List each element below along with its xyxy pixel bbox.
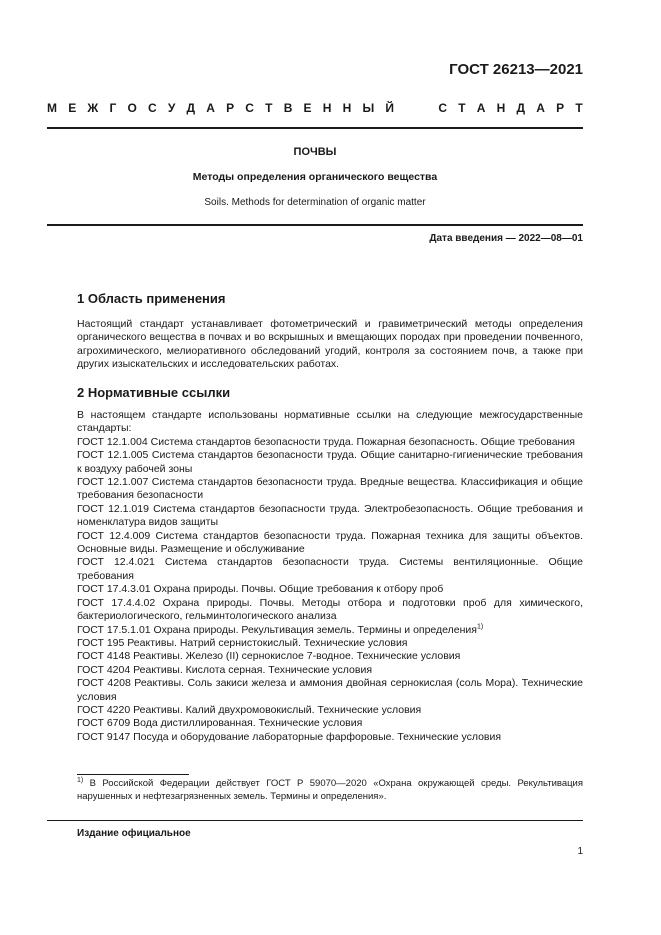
reference-entry	[77, 650, 583, 663]
reference-text: ГОСТ 12.4.021 Система стандартов безопасности труда. Системы вентиляционные. Общие требования	[77, 556, 583, 582]
banner-letter: А	[536, 101, 545, 115]
reference-text: ГОСТ 17.4.4.02 Охрана природы. Почвы. Методы отбора и подготовки проб для химического, бактериологического, гельминтологического анализа	[77, 596, 583, 623]
reference-text: ГОСТ 6709 Вода дистиллированная. Технические условия	[77, 717, 363, 730]
interstate-standard-banner	[47, 101, 583, 115]
banner-letter: Т	[575, 101, 583, 115]
banner-letter: Г	[109, 101, 117, 115]
reference-text: ГОСТ 12.1.007 Система стандартов безопасности труда. Вредные вещества. Классификация и общие требования безопасности	[77, 476, 583, 502]
references-intro: В настоящем стандарте использованы нормативные ссылки на следующие межгосударственные стандарты:	[77, 409, 583, 435]
section-1-body	[77, 318, 583, 372]
footnote	[77, 777, 583, 803]
reference-text: ГОСТ 12.4.009 Система стандартов безопасности труда. Пожарная техника для защиты объектов. Основные виды. Размещение и обслуживание	[77, 529, 583, 556]
reference-entry	[77, 583, 583, 596]
footer-rule	[47, 820, 583, 821]
reference-entry	[77, 717, 583, 730]
reference-entry	[77, 530, 583, 557]
banner-letter: А	[206, 101, 215, 115]
doc-title: ПОЧВЫ	[293, 146, 337, 158]
doc-title-english: Soils. Methods for determination of organic matter	[204, 197, 426, 208]
banner-letter: С	[438, 101, 448, 115]
banner-letter: Т	[265, 101, 273, 115]
banner-letter: Д	[516, 101, 526, 115]
reference-text: ГОСТ 4220 Реактивы. Калий двухромовокислый. Технические условия	[77, 703, 422, 716]
reference-entry	[77, 704, 583, 717]
banner-letter: М	[47, 101, 57, 115]
reference-entry	[77, 436, 583, 449]
banner-letter: С	[245, 101, 254, 115]
reference-entry	[77, 637, 583, 650]
introduction-date: Дата введения — 2022—08—01	[429, 233, 583, 244]
footnote-ref-marker: 1)	[476, 623, 484, 630]
reference-entry	[77, 624, 583, 637]
footnote-text: В Российской Федерации действует ГОСТ Р 59070—2020 «Охрана окружающей среды. Рекультивация нарушенных и нефтезагрязненных земель. Термины и определения».	[77, 778, 584, 802]
banner-gap	[405, 101, 427, 115]
banner-letter: Н	[496, 101, 506, 115]
reference-entry	[77, 449, 583, 476]
reference-entry	[77, 731, 583, 744]
header-rule-top	[47, 127, 583, 129]
banner-letter: А	[476, 101, 486, 115]
doc-subtitle: Методы определения органического вещества	[192, 171, 438, 183]
banner-letter: Ы	[362, 101, 375, 115]
banner-letter: Т	[458, 101, 466, 115]
reference-entry	[77, 476, 583, 503]
page-number: 1	[577, 846, 583, 857]
reference-text: ГОСТ 12.1.019 Система стандартов безопасности труда. Электробезопасность. Общие требования и номенклатура видов защиты	[77, 502, 583, 529]
banner-letter: У	[167, 101, 176, 115]
header-rule-bottom	[47, 224, 583, 226]
reference-text: ГОСТ 12.1.004 Система стандартов безопасности труда. Пожарная безопасность. Общие требования	[77, 435, 575, 448]
standard-code: ГОСТ 26213—2021	[449, 61, 583, 78]
reference-text: ГОСТ 17.5.1.01 Охрана природы. Рекультивация земель. Термины и определения	[77, 623, 477, 636]
reference-text: ГОСТ 4204 Реактивы. Кислота серная. Технические условия	[77, 663, 373, 676]
references-list	[77, 409, 583, 744]
reference-text: ГОСТ 4148 Реактивы. Железо (II) сернокислое 7-водное. Технические условия	[77, 650, 461, 663]
footnote-rule	[77, 774, 189, 775]
banner-letter: Е	[68, 101, 77, 115]
reference-text: ГОСТ 195 Реактивы. Натрий сернистокислый. Технические условия	[77, 636, 408, 649]
banner-letter: О	[127, 101, 137, 115]
banner-letter: Д	[186, 101, 196, 115]
reference-text: ГОСТ 4208 Реактивы. Соль закиси железа и аммония двойная сернокислая (соль Мора). Технические условия	[77, 677, 583, 703]
reference-text: ГОСТ 9147 Посуда и оборудование лабораторные фарфоровые. Технические условия	[77, 730, 502, 743]
reference-entry	[77, 664, 583, 677]
banner-letter: Е	[303, 101, 312, 115]
reference-entry	[77, 556, 583, 583]
banner-letter: В	[283, 101, 293, 115]
reference-entry	[77, 677, 583, 704]
section-1-heading: 1 Область применения	[77, 291, 226, 306]
reference-text: ГОСТ 12.1.005 Система стандартов безопасности труда. Общие санитарно-гигиенические требования к воздуху рабочей зоны	[77, 449, 583, 475]
banner-letter: Н	[322, 101, 332, 115]
edition-label: Издание официальное	[77, 828, 191, 839]
banner-letter: С	[147, 101, 157, 115]
banner-letter: Р	[226, 101, 235, 115]
section-1-text: Настоящий стандарт устанавливает фотометрический и гравиметрический методы определения органического вещества в почвах и во вскрышных и вмещающих породах при проведении почвенного, агрохимического, мелиоративного обследований угодий, контроля за состоянием почв, а также при других изыскательских и исследовательских работах.	[77, 318, 583, 371]
section-2-heading: 2 Нормативные ссылки	[77, 385, 231, 400]
banner-letter: Р	[556, 101, 565, 115]
banner-letter: Й	[385, 101, 395, 115]
footnote-marker: 1)	[77, 776, 84, 784]
banner-letter: Ж	[87, 101, 99, 115]
reference-entry	[77, 503, 583, 530]
reference-entry	[77, 597, 583, 624]
reference-text: ГОСТ 17.4.3.01 Охрана природы. Почвы. Общие требования к отбору проб	[77, 583, 444, 596]
banner-letter: Н	[342, 101, 352, 115]
